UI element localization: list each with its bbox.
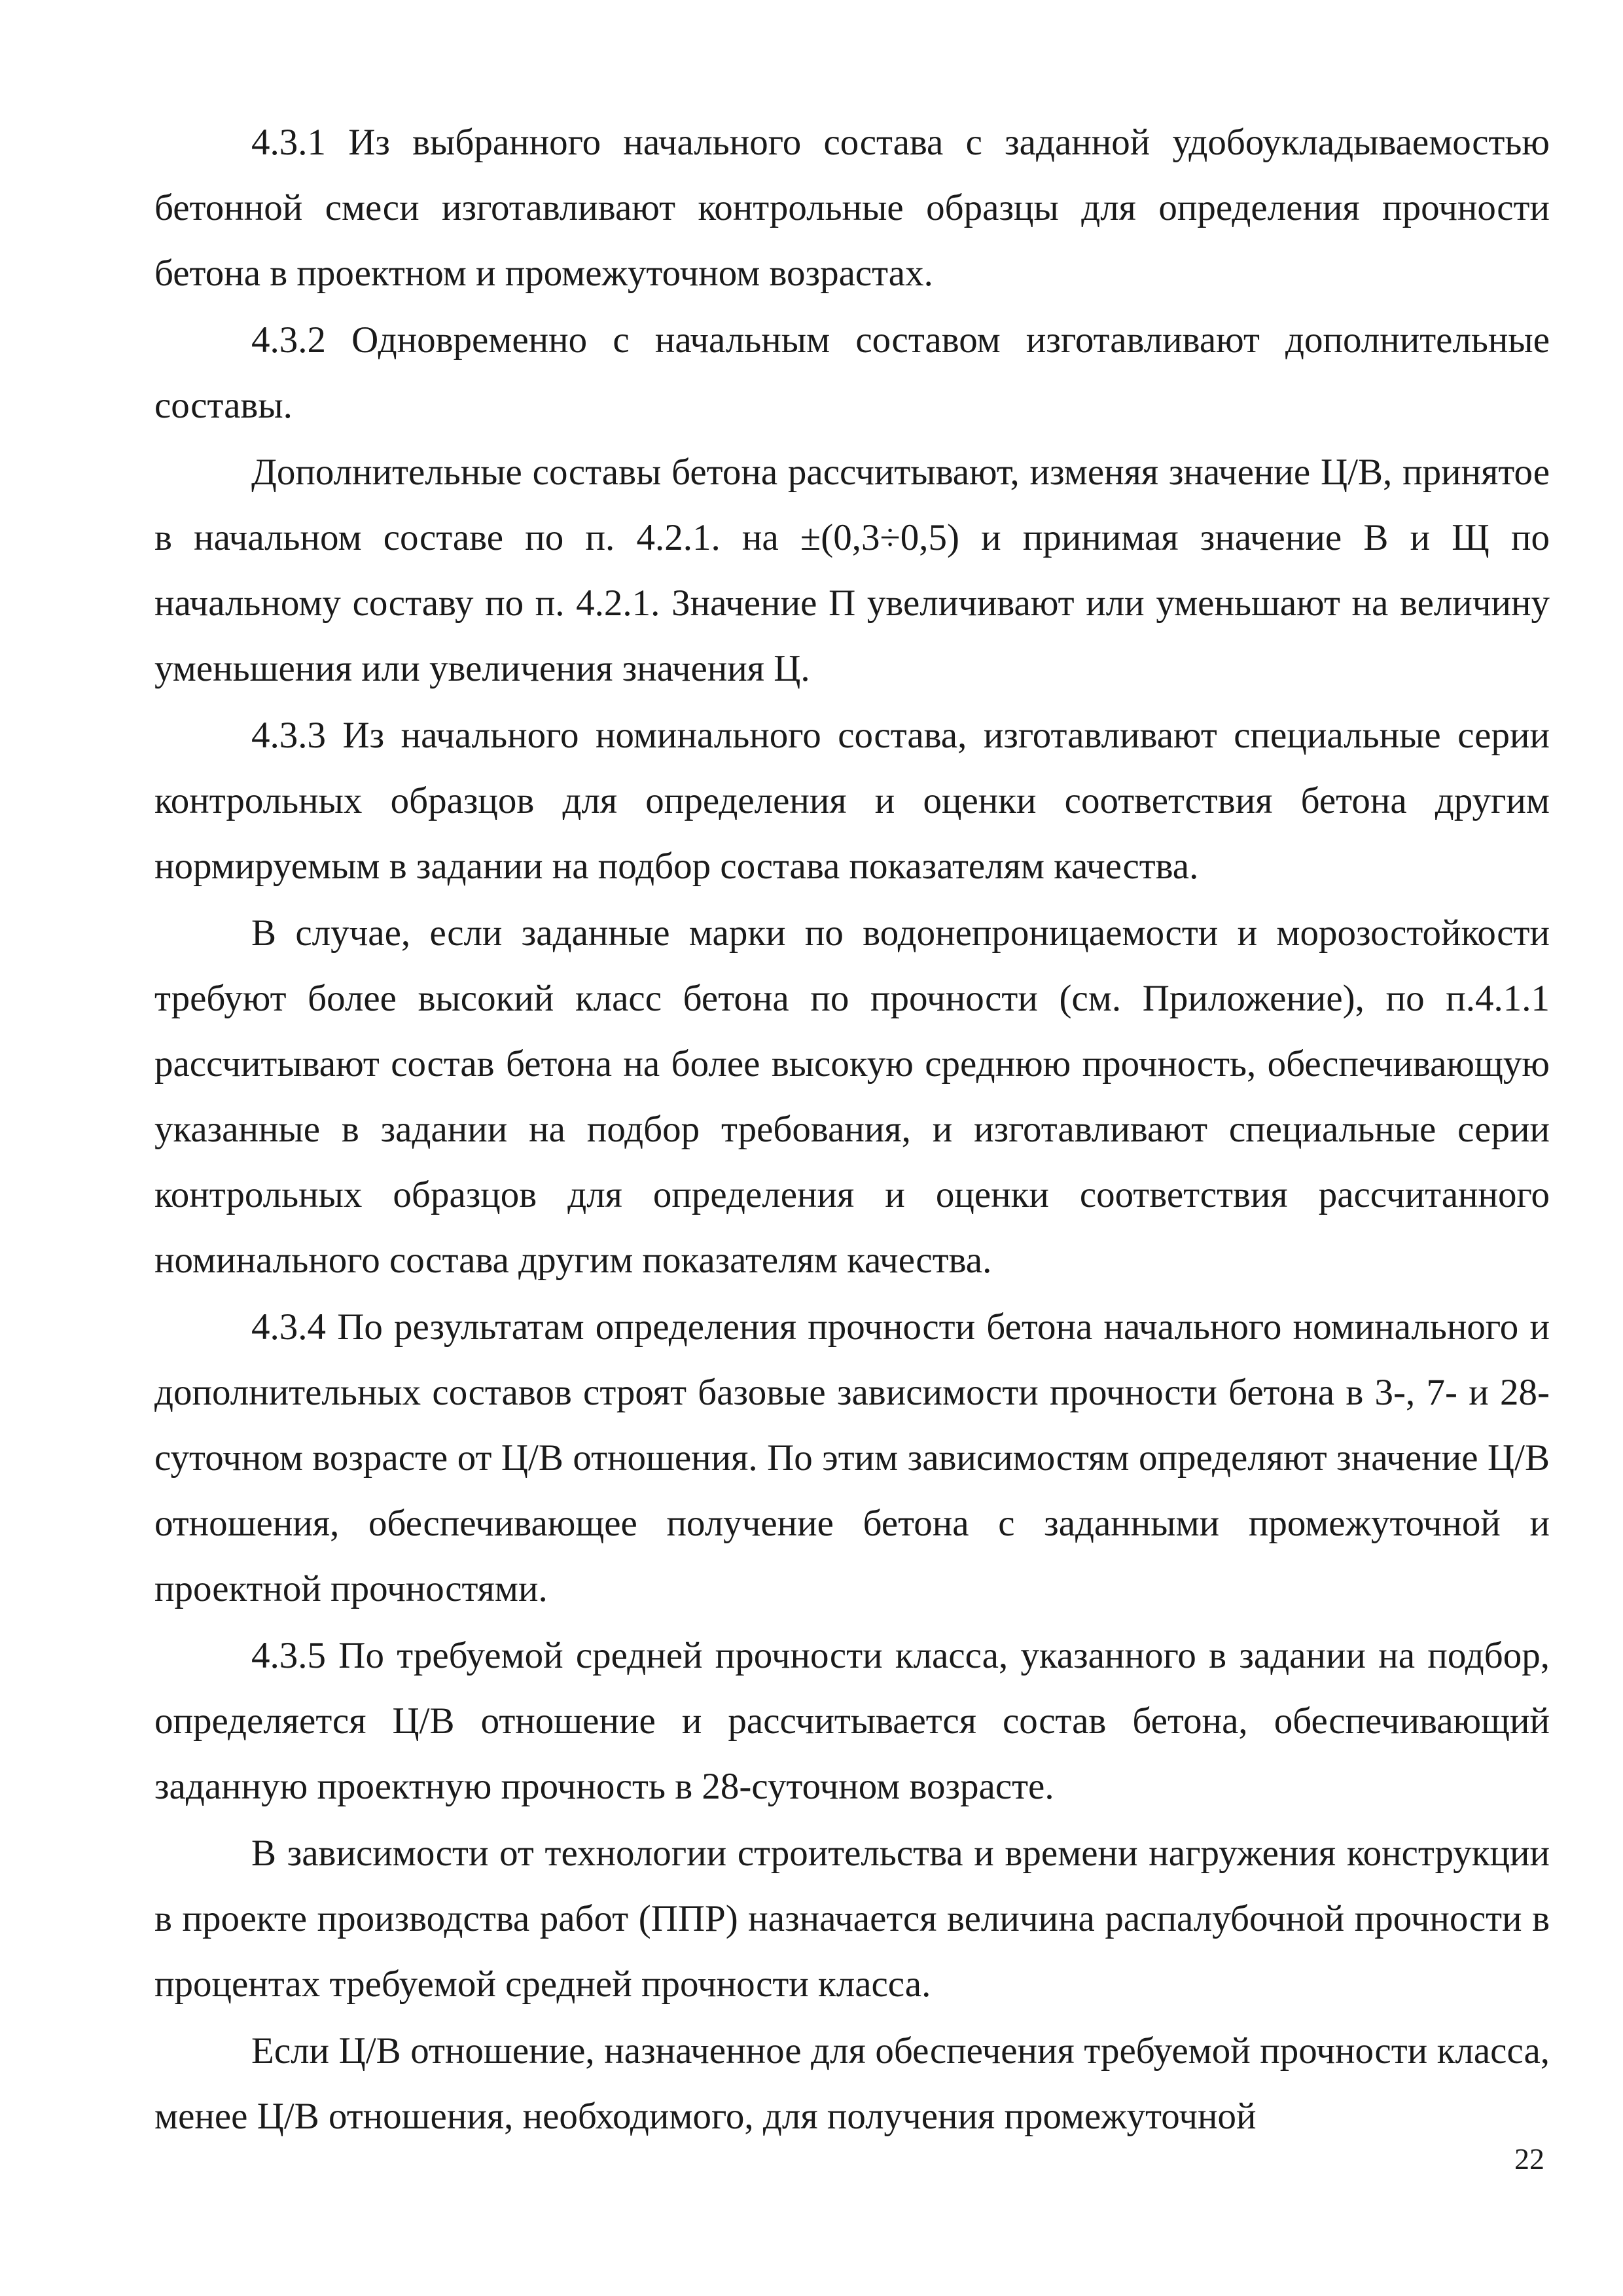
page-number: 22 [1514, 2142, 1544, 2176]
paragraph-4-3-4: 4.3.4 По результатам определения прочности бетона начального номинального и дополнительных составов строят базовые зависимости прочности бетона в 3-, 7- и 28-суточном возрасте от Ц/В отношения. По этим зависимостям определяют значение Ц/В отношения, обеспечивающее получение бетона с заданными промежуточной и проектной прочностями. [154, 1306, 1550, 1609]
paragraph-waterproof-frost: В случае, если заданные марки по водонепроницаемости и морозостойкости требуют более высокий класс бетона по прочности (см. Приложение), по п.4.1.1 рассчитывают состав бетона на более высокую среднюю прочность, обеспечивающую указанные в задании на подбор требования, и изготавливают специальные серии контрольных образцов для определения и оценки соответствия рассчитанного номинального состава другим показателям качества. [154, 912, 1550, 1281]
paragraph-cw-ratio: Если Ц/В отношение, назначенное для обеспечения требуемой прочности класса, менее Ц/В отношения, необходимого, для получения промежуточной [154, 2030, 1550, 2137]
paragraph-4-3-5: 4.3.5 По требуемой средней прочности класса, указанного в задании на подбор, определяется Ц/В отношение и рассчитывается состав бетона, обеспечивающий заданную проектную прочность в 28-суточном возрасте. [154, 1635, 1550, 1807]
paragraph-4-3-1: 4.3.1 Из выбранного начального состава с заданной удобоукладываемостью бетонной смеси изготавливают контрольные образцы для определения прочности бетона в проектном и промежуточном возрастах. [154, 122, 1550, 294]
paragraph-additional-compositions: Дополнительные составы бетона рассчитывают, изменяя значение Ц/В, принятое в начальном составе по п. 4.2.1. на ±(0,3÷0,5) и принимая значение В и Щ по начальному составу по п. 4.2.1. Значение П увеличивают или уменьшают на величину уменьшения или увеличения значения Ц. [154, 452, 1550, 689]
paragraph-stripping-strength: В зависимости от технологии строительства и времени нагружения конструкции в проекте производства работ (ППР) назначается величина распалубочной прочности в процентах требуемой средней прочности класса. [154, 1833, 1550, 2005]
paragraph-4-3-2: 4.3.2 Одновременно с начальным составом изготавливают дополнительные составы. [154, 319, 1550, 426]
document-page [154, 110, 1550, 2149]
paragraph-4-3-3: 4.3.3 Из начального номинального состава, изготавливают специальные серии контрольных образцов для определения и оценки соответствия бетона другим нормируемым в задании на подбор состава показателям качества. [154, 715, 1550, 887]
